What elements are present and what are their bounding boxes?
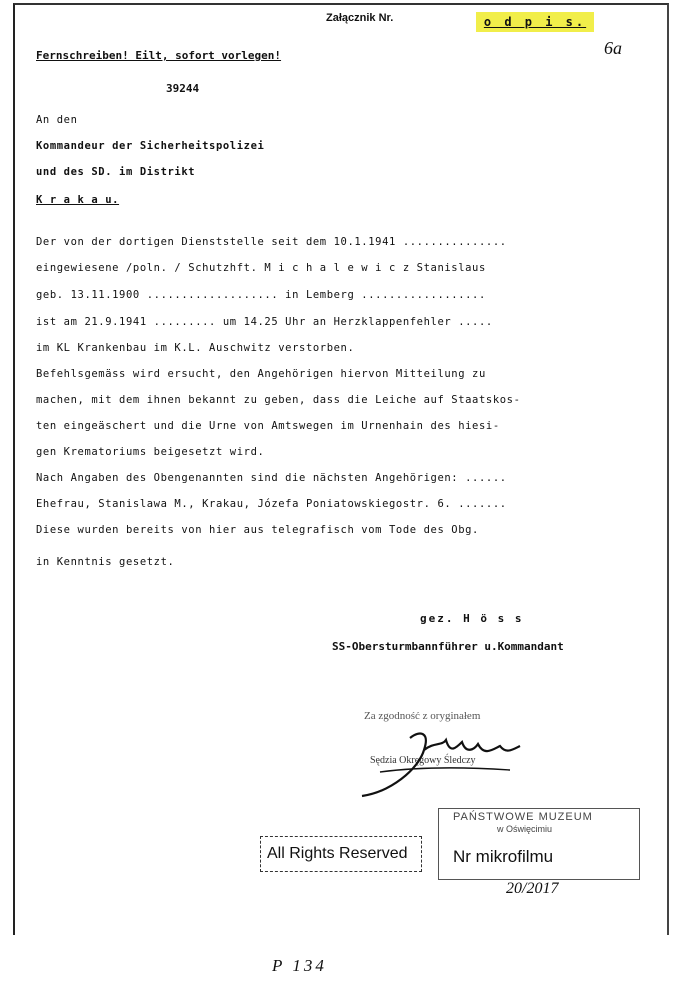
signature-title: SS-Obersturmbannführer u.Kommandant [332,640,564,653]
letter-heading: Fernschreiben! Eilt, sofort vorlegen! [36,49,282,62]
museum-stamp [438,808,640,880]
body-line: ten eingeäschert und die Urne von Amtswegen im Urnenhain des hiesi- [36,420,500,432]
body-line: Der von der dortigen Dienststelle seit dem 10.1.1941 ............... [36,236,507,248]
body-line: Nach Angaben des Obengenannten sind die nächsten Angehörigen: ...... [36,472,507,484]
museum-name: PAŃSTWOWE MUZEUM [453,811,593,823]
body-line: Befehlsgemäss wird ersucht, den Angehörigen hiervon Mitteilung zu [36,368,486,380]
page-reference: P 134 [272,956,327,975]
microfilm-label: Nr mikrofilmu [453,847,554,866]
signature: gez. H ö s s [420,612,524,625]
body-line: eingewiesene /poln. / Schutzhft. M i c h a l e w i c z Stanislaus [36,262,486,274]
body-line: geb. 13.11.1900 ................... in Lemberg .................. [36,289,486,301]
body-line: gen Krematoriums beigesetzt wird. [36,446,265,458]
conformity-stamp-role: Sędzia Okręgowy Śledczy [370,755,476,766]
body-line: machen, mit dem ihnen bekannt zu geben, dass die Leiche auf Staatskos- [36,394,521,406]
attachment-label: Załącznik Nr. [326,12,394,24]
handwritten-signature-icon [350,720,530,800]
body-line: Diese wurden bereits von hier aus telegrafisch vom Tode des Obg. [36,524,479,536]
body-line: Ehefrau, Stanislawa M., Krakau, Józefa Poniatowskiegostr. 6. ....... [36,498,507,510]
address-line: An den [36,114,78,126]
rights-reserved-stamp [260,836,422,872]
page-mark: 6a [604,38,622,58]
museum-location: w Oświęcimiu [497,824,553,834]
rights-reserved-text: All Rights Reserved [267,845,408,862]
address-line: Kommandeur der Sicherheitspolizei [36,140,265,152]
body-line: im KL Krankenbau im K.L. Auschwitz verstorben. [36,342,355,354]
copy-label: o d p i s. [476,12,594,32]
conformity-stamp-text: Za zgodność z oryginałem [364,710,481,722]
body-line: ist am 21.9.1941 ......... um 14.25 Uhr an Herzklappenfehler ..... [36,316,493,328]
telex-number: 39244 [166,82,200,95]
address-line: und des SD. im Distrikt [36,166,196,178]
body-line: in Kenntnis gesetzt. [36,556,175,568]
microfilm-number: 20/2017 [506,880,559,897]
address-line: K r a k a u. [36,194,120,206]
